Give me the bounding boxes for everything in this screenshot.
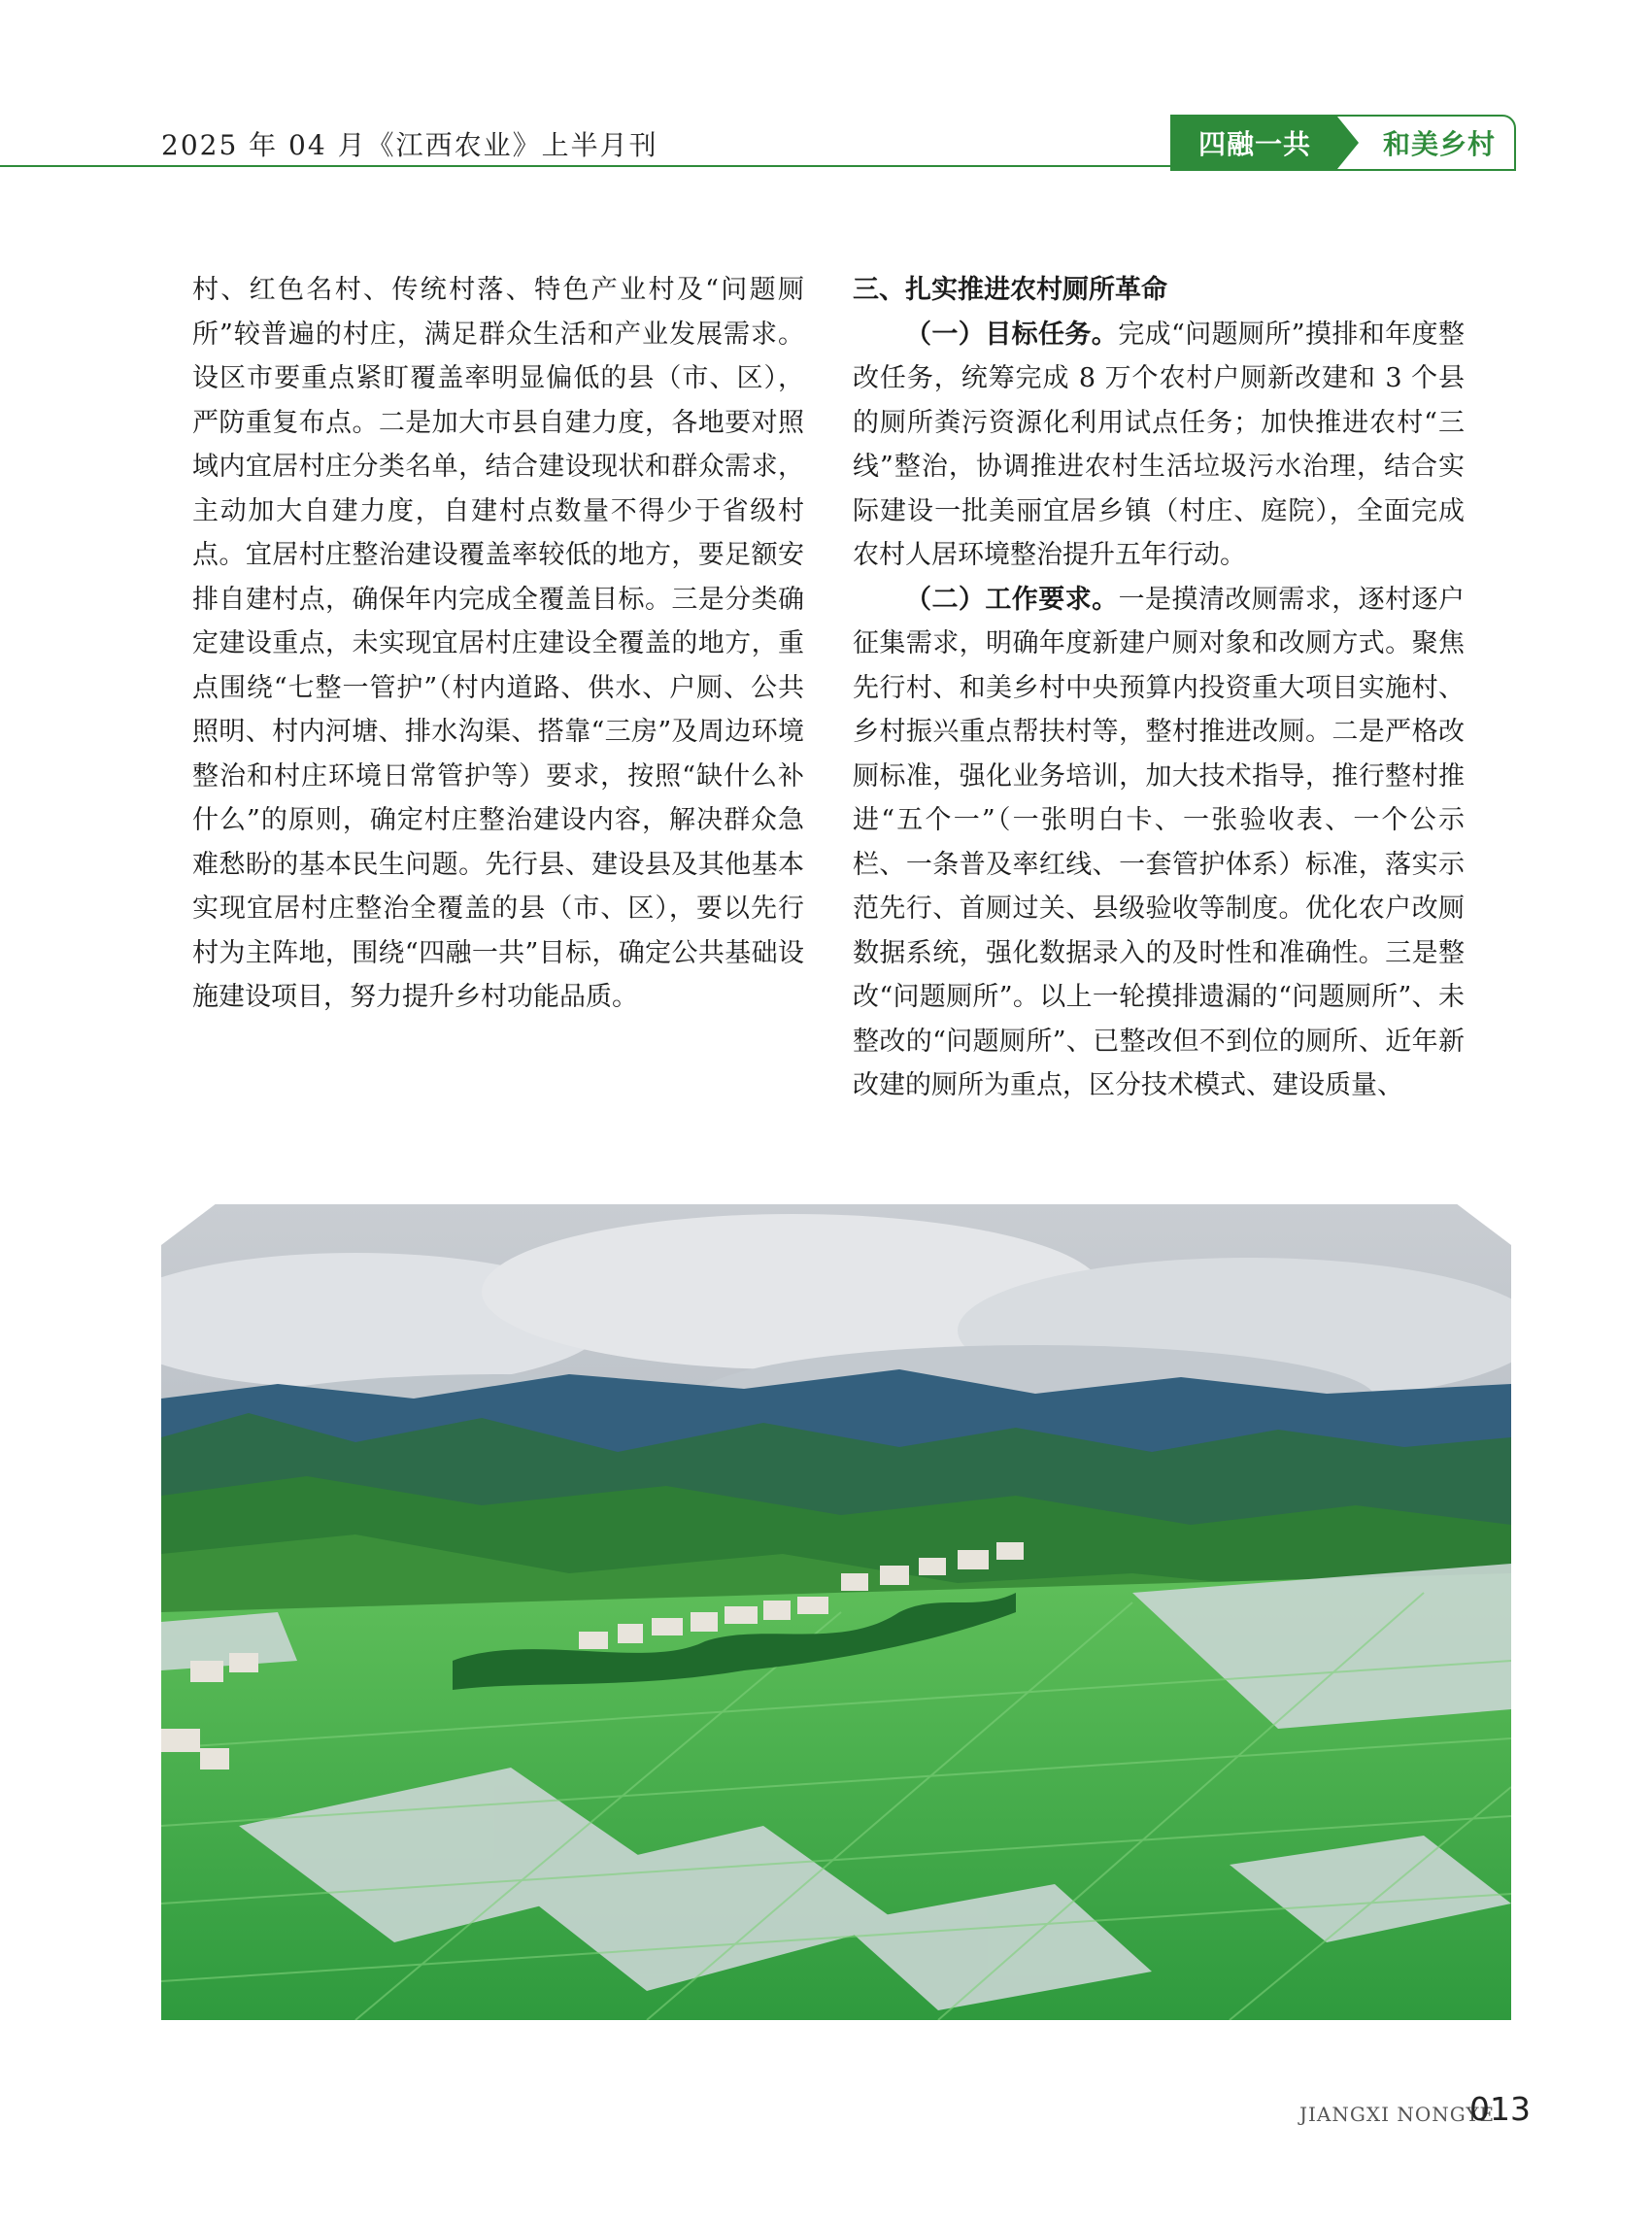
paragraph-goals: [853, 313, 1465, 578]
paragraph-requirements-text: 一是摸清改厕需求，逐村逐户征集需求，明确年度新建户厕对象和改厕方式。聚焦先行村、和美乡村中央预算内投资重大项目实施村、乡村振兴重点帮扶村等，整村推进改厕。二是严格改厕标准，强化业务培训，加大技术指导，推行整村推进“五个一”（一张明白卡、一张验收表、一个公示栏、一条普及率红线、一套管护体系）标准，落实示范先行、首厕过关、县级验收等制度。优化农户改厕数据系统，强化数据录入的及时性和准确性。三是整改“问题厕所”。以上一轮摸排遗漏的“问题厕所”、未整改的“问题厕所”、已整改但不到位的厕所、近年新改建的厕所为重点，区分技术模式、建设质量、: [853, 584, 1466, 1100]
section-tag-right: 和美乡村: [1382, 128, 1496, 160]
section-tag-left: 四融一共: [1172, 117, 1337, 169]
page-number: 013: [1469, 2090, 1531, 2128]
paragraph-requirements: [853, 578, 1465, 1108]
left-paragraph: 村、红色名村、传统村落、特色产业村及“问题厕所”较普遍的村庄，满足群众生活和产业发展需求。设区市要重点紧盯覆盖率明显偏低的县（市、区），严防重复布点。二是加大市县自建力度，各地要对照域内宜居村庄分类名单，结合建设现状和群众需求，主动加大自建力度，自建村点数量不得少于省级村点。宜居村庄整治建设覆盖率较低的地方，要足额安排自建村点，确保年内完成全覆盖目标。三是分类确定建设重点，未实现宜居村庄建设全覆盖的地方，重点围绕“七整一管护”（村内道路、供水、户厕、公共照明、村内河塘、排水沟渠、搭靠“三房”及周边环境整治和村庄环境日常管护等）要求，按照“缺什么补什么”的原则，确定村庄整治建设内容，解决群众急难愁盼的基本民生问题。先行县、建设县及其他基本实现宜居村庄整治全覆盖的县（市、区），要以先行村为主阵地，围绕“四融一共”目标，确定公共基础设施建设项目，努力提升乡村功能品质。: [192, 275, 804, 1012]
right-column: [853, 268, 1465, 1108]
paragraph-goals-text: 完成“问题厕所”摸排和年度整改任务，统筹完成 8 万个农村户厕新改建和 3 个县的厕所粪污资源化利用试点任务；加快推进农村“三线”整治，协调推进农村生活垃圾污水治理，结合实际建设一批美丽宜居乡镇（村庄、庭院），全面完成农村人居环境整治提升五年行动。: [853, 319, 1466, 570]
paragraph-requirements-lead: （二）工作要求。: [905, 584, 1119, 615]
landscape-photo: [161, 1204, 1511, 2020]
section-tag: [1170, 115, 1516, 171]
paragraph-goals-lead: （一）目标任务。: [905, 319, 1119, 350]
section-title: 三、扎实推进农村厕所革命: [853, 275, 1167, 305]
left-column: [192, 268, 804, 1020]
section-tag-arrow: [1337, 117, 1359, 169]
footer-journal: JIANGXI NONGYE: [1299, 2103, 1496, 2126]
header-issue: 2025 年 04 月《江西农业》上半月刊: [161, 129, 658, 161]
